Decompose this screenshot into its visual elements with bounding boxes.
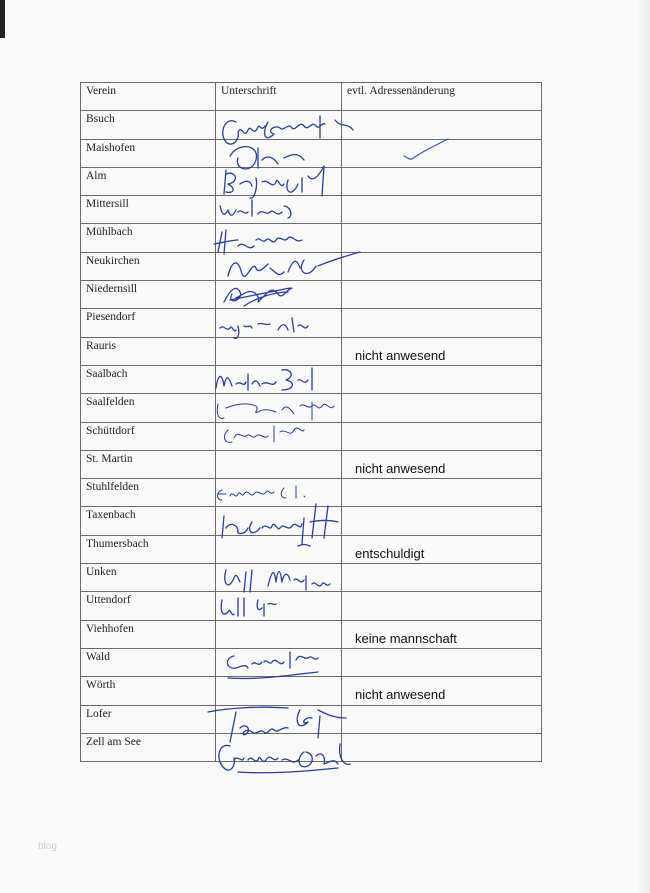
attendance-note bbox=[342, 366, 541, 376]
table-row bbox=[81, 479, 542, 507]
table-row bbox=[81, 705, 542, 733]
club-name: Alm bbox=[86, 169, 107, 182]
header-verein: Verein bbox=[81, 83, 216, 111]
club-cell bbox=[81, 394, 216, 422]
club-cell bbox=[81, 309, 216, 337]
signature-cell bbox=[216, 535, 342, 563]
signature-table bbox=[80, 82, 542, 762]
address-change-cell bbox=[342, 705, 542, 733]
club-cell bbox=[81, 139, 216, 167]
address-change-cell bbox=[342, 620, 542, 648]
table-row bbox=[81, 139, 542, 167]
attendance-note bbox=[342, 734, 541, 744]
club-cell bbox=[81, 705, 216, 733]
club-cell bbox=[81, 677, 216, 705]
table-row bbox=[81, 337, 542, 365]
address-change-cell bbox=[342, 365, 542, 393]
table-row bbox=[81, 309, 542, 337]
club-cell bbox=[81, 535, 216, 563]
signature-cell bbox=[216, 167, 342, 195]
address-change-cell bbox=[342, 281, 542, 309]
club-name: Rauris bbox=[86, 339, 117, 352]
header-adressenaenderung: evtl. Adressenänderung bbox=[342, 83, 542, 111]
signature-cell bbox=[216, 592, 342, 620]
signature-cell bbox=[216, 111, 342, 139]
club-cell bbox=[81, 167, 216, 195]
watermark: blog bbox=[38, 841, 57, 852]
club-name: Saalbach bbox=[86, 367, 128, 380]
table-row bbox=[81, 648, 542, 676]
club-cell bbox=[81, 564, 216, 592]
address-change-cell bbox=[342, 337, 542, 365]
table-header-row bbox=[81, 83, 542, 111]
club-cell bbox=[81, 196, 216, 224]
address-change-cell bbox=[342, 139, 542, 167]
club-name: Stuhlfelden bbox=[86, 481, 140, 494]
scan-shadow bbox=[636, 0, 650, 893]
attendance-note bbox=[342, 224, 541, 234]
signature-cell bbox=[216, 507, 342, 535]
table-row bbox=[81, 422, 542, 450]
table-row bbox=[81, 535, 542, 563]
attendance-note: nicht anwesend bbox=[355, 460, 446, 476]
attendance-note bbox=[342, 253, 541, 263]
signature-cell bbox=[216, 733, 342, 761]
club-name: Niedernsill bbox=[86, 283, 138, 296]
address-change-cell bbox=[342, 196, 542, 224]
club-name: Saalfelden bbox=[86, 396, 135, 409]
club-name: Uttendorf bbox=[86, 594, 131, 607]
signature-cell bbox=[216, 337, 342, 365]
signature-cell bbox=[216, 705, 342, 733]
address-change-cell bbox=[342, 422, 542, 450]
club-cell bbox=[81, 224, 216, 252]
attendance-note bbox=[342, 564, 541, 574]
club-cell bbox=[81, 337, 216, 365]
table-row bbox=[81, 224, 542, 252]
club-cell bbox=[81, 422, 216, 450]
signature-cell bbox=[216, 224, 342, 252]
club-name: Piesendorf bbox=[86, 311, 136, 324]
club-name: Lofer bbox=[86, 707, 112, 720]
attendance-note bbox=[342, 479, 541, 489]
club-name: Mittersill bbox=[86, 198, 129, 211]
signature-cell bbox=[216, 365, 342, 393]
address-change-cell bbox=[342, 677, 542, 705]
table-row bbox=[81, 167, 542, 195]
signature-cell bbox=[216, 196, 342, 224]
address-change-cell bbox=[342, 564, 542, 592]
club-cell bbox=[81, 592, 216, 620]
club-cell bbox=[81, 479, 216, 507]
address-change-cell bbox=[342, 479, 542, 507]
club-name: Taxenbach bbox=[86, 509, 136, 522]
address-change-cell bbox=[342, 252, 542, 280]
club-cell bbox=[81, 365, 216, 393]
attendance-note bbox=[342, 281, 541, 291]
address-change-cell bbox=[342, 592, 542, 620]
table-row bbox=[81, 281, 542, 309]
attendance-note bbox=[342, 507, 541, 517]
table-row bbox=[81, 394, 542, 422]
attendance-note bbox=[342, 111, 541, 121]
club-cell bbox=[81, 450, 216, 478]
club-cell bbox=[81, 252, 216, 280]
club-name: St. Martin bbox=[86, 452, 133, 465]
club-cell bbox=[81, 648, 216, 676]
signature-cell bbox=[216, 620, 342, 648]
club-name: Wörth bbox=[86, 679, 116, 692]
table-row bbox=[81, 507, 542, 535]
attendance-note bbox=[342, 706, 541, 716]
address-change-cell bbox=[342, 535, 542, 563]
attendance-note bbox=[342, 140, 541, 150]
address-change-cell bbox=[342, 733, 542, 761]
club-name: Mühlbach bbox=[86, 226, 133, 239]
attendance-note bbox=[342, 649, 541, 659]
club-cell bbox=[81, 281, 216, 309]
address-change-cell bbox=[342, 507, 542, 535]
attendance-note bbox=[342, 309, 541, 319]
address-change-cell bbox=[342, 111, 542, 139]
signature-cell bbox=[216, 281, 342, 309]
attendance-note bbox=[342, 394, 541, 404]
club-name: Neukirchen bbox=[86, 254, 140, 267]
attendance-note: nicht anwesend bbox=[355, 687, 446, 703]
attendance-note bbox=[342, 592, 541, 602]
club-name: Zell am See bbox=[86, 735, 141, 748]
address-change-cell bbox=[342, 394, 542, 422]
club-name: Schüttdorf bbox=[86, 424, 135, 437]
attendance-note bbox=[342, 168, 541, 178]
table-row bbox=[81, 365, 542, 393]
address-change-cell bbox=[342, 224, 542, 252]
club-name: Viehhofen bbox=[86, 622, 134, 635]
attendance-note bbox=[342, 196, 541, 206]
club-cell bbox=[81, 733, 216, 761]
table-row bbox=[81, 733, 542, 761]
attendance-note: nicht anwesend bbox=[355, 347, 446, 363]
signature-cell bbox=[216, 479, 342, 507]
table-row bbox=[81, 450, 542, 478]
club-name: Maishofen bbox=[86, 141, 136, 154]
club-name: Thumersbach bbox=[86, 537, 149, 550]
address-change-cell bbox=[342, 450, 542, 478]
signature-cell bbox=[216, 648, 342, 676]
table-row bbox=[81, 111, 542, 139]
scan-edge-mark bbox=[0, 0, 5, 38]
club-cell bbox=[81, 111, 216, 139]
table-row bbox=[81, 677, 542, 705]
table-row bbox=[81, 592, 542, 620]
address-change-cell bbox=[342, 167, 542, 195]
attendance-note bbox=[342, 423, 541, 433]
signature-cell bbox=[216, 422, 342, 450]
signature-cell bbox=[216, 564, 342, 592]
table-row bbox=[81, 196, 542, 224]
club-name: Bsuch bbox=[86, 113, 115, 126]
address-change-cell bbox=[342, 648, 542, 676]
signature-cell bbox=[216, 394, 342, 422]
header-unterschrift: Unterschrift bbox=[216, 83, 342, 111]
signature-cell bbox=[216, 677, 342, 705]
attendance-note: keine mannschaft bbox=[355, 630, 457, 646]
attendance-note: entschuldigt bbox=[355, 545, 425, 561]
signature-cell bbox=[216, 450, 342, 478]
signature-cell bbox=[216, 252, 342, 280]
club-cell bbox=[81, 620, 216, 648]
address-change-cell bbox=[342, 309, 542, 337]
club-cell bbox=[81, 507, 216, 535]
table-row bbox=[81, 252, 542, 280]
table-row bbox=[81, 564, 542, 592]
club-name: Unken bbox=[86, 566, 117, 579]
club-name: Wald bbox=[86, 650, 110, 663]
signature-cell bbox=[216, 139, 342, 167]
signature-cell bbox=[216, 309, 342, 337]
table-row bbox=[81, 620, 542, 648]
